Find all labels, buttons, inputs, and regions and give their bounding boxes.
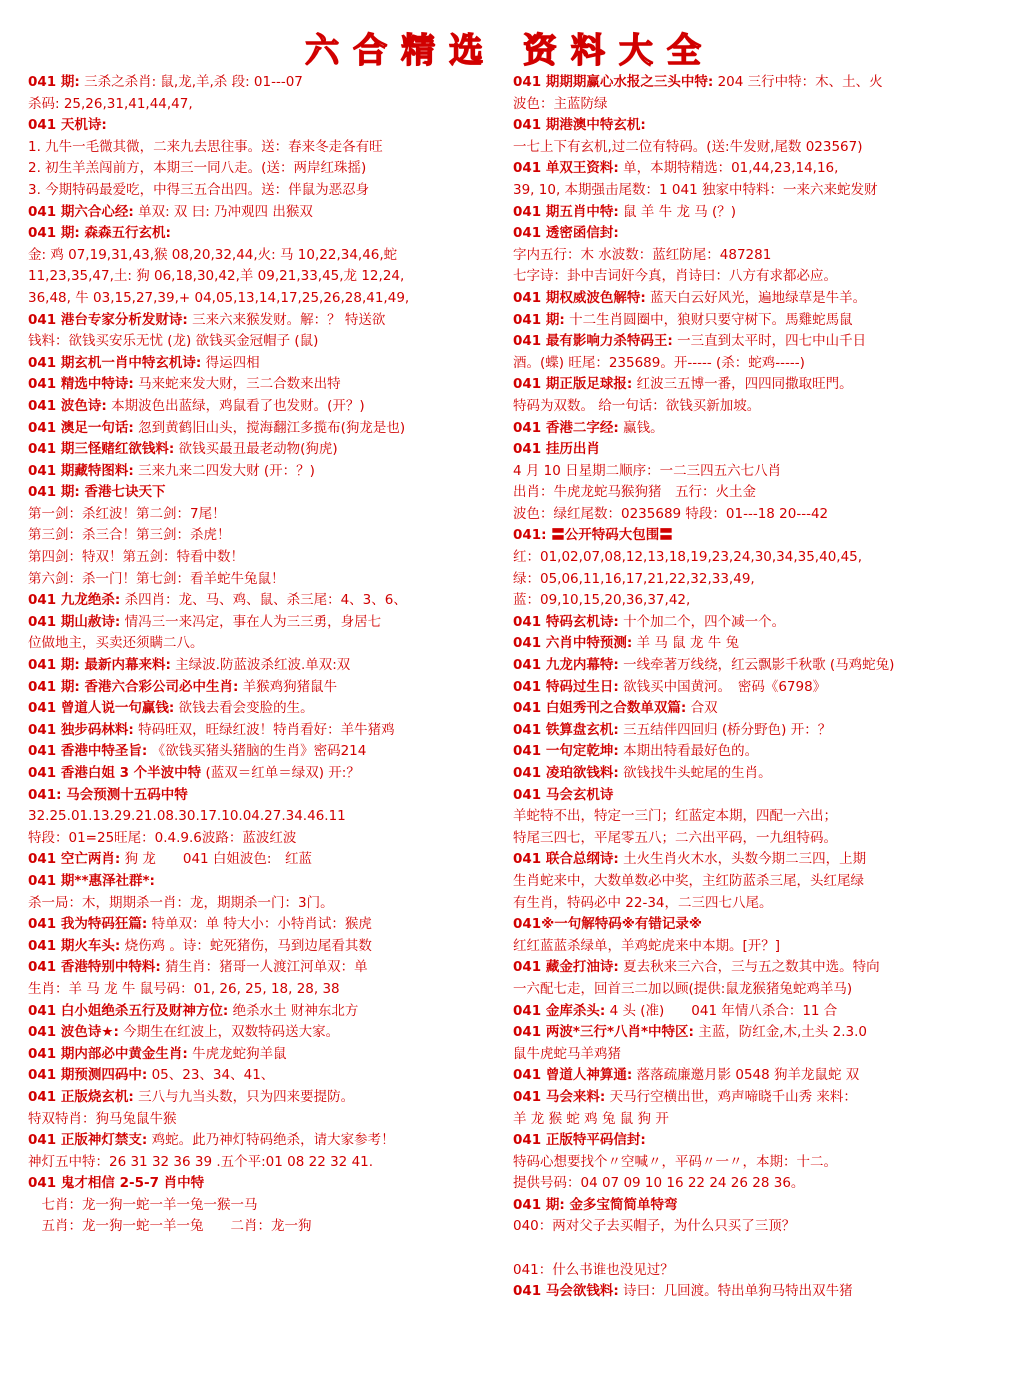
left-line: [28, 1065, 503, 1087]
entry-text: 第一剑：杀红波！第二剑：7尾！: [28, 505, 226, 522]
entry-text: 落落疏廉邀月影 0548 狗羊龙鼠蛇 双: [632, 1067, 860, 1084]
entry-text: 忽到黄鹤旧山头，搅海翻江多揽布(狗龙是也): [133, 419, 406, 436]
right-line: [513, 806, 993, 828]
entry-heading: 041 我为特码狂篇:: [28, 916, 148, 933]
entry-text: 1. 九牛一毛微其微，二来九去思往事。送：春来冬走各有旺: [28, 138, 383, 155]
entry-text: 五肖：龙一狗一蛇一羊一兔 二肖：龙一狗: [28, 1218, 312, 1235]
right-line: [513, 633, 993, 655]
left-line: [28, 1130, 503, 1152]
entry-text: 一三直到太平时，四七中山千日: [672, 333, 867, 350]
right-line: [513, 1173, 993, 1195]
right-line: [513, 266, 993, 288]
entry-heading: 041 期权威波色解特:: [513, 289, 646, 306]
entry-heading: 041 铁算盘玄机:: [513, 721, 619, 738]
entry-heading: 041※一句解特码※有错记录※: [513, 916, 703, 933]
entry-text: 烧伤鸡 。诗：蛇死猪伤，马到边尾看其数: [120, 937, 372, 954]
left-line: [28, 849, 503, 871]
entry-text: 蓝：09,10,15,20,36,37,42,: [513, 592, 691, 609]
entry-text: 主蓝，防红金,木,土头 2.3.0: [693, 1024, 867, 1041]
entry-text: 041：什么书谁也没见过？: [513, 1261, 674, 1278]
entry-heading: 041 期玄机一肖中特玄机诗:: [28, 354, 202, 371]
right-line: [513, 115, 993, 137]
left-line: [28, 1173, 503, 1195]
right-line: [513, 1022, 993, 1044]
entry-text: 猜生肖：猪哥一人渡江河单双：单: [160, 959, 368, 976]
right-column: [513, 72, 993, 1303]
left-line: [28, 914, 503, 936]
entry-text: 红波三五博一番，四四同撒取旺門。: [632, 376, 853, 393]
left-line: [28, 590, 503, 612]
left-line: [28, 1044, 503, 1066]
left-line: [28, 871, 503, 893]
left-line: [28, 396, 503, 418]
right-line: [513, 202, 993, 224]
entry-heading: 041 马会欲钱料:: [513, 1283, 619, 1300]
entry-heading: 041 藏金打油诗:: [513, 959, 619, 976]
entry-text: 第三剑：杀三合！第三剑：杀虎！: [28, 527, 231, 544]
entry-heading: 041 独步码林料:: [28, 721, 134, 738]
entry-text: 合双: [686, 700, 718, 717]
entry-heading: 041 马会来料:: [513, 1088, 606, 1105]
entry-heading: 041 九龙内幕特:: [513, 657, 619, 674]
entry-heading: 041 联合总纲诗:: [513, 851, 619, 868]
entry-text: 羊蛇特不出，特定一三门；红蓝定本期，四配一六出；: [513, 808, 837, 825]
left-line: [28, 158, 503, 180]
entry-text: 位做地主，买卖还须瞒二八。: [28, 635, 204, 652]
entry-text: 欲钱买中国黄河。 密码《6798》: [618, 678, 827, 695]
left-line: [28, 1152, 503, 1174]
right-line: [513, 1281, 993, 1303]
left-line: [28, 785, 503, 807]
entry-text: 特单双：单 特大小：小特肖试：猴虎: [147, 916, 372, 933]
entry-text: 羊 马 鼠 龙 牛 兔: [632, 635, 740, 652]
entry-heading: 041 波色诗★:: [28, 1024, 119, 1041]
entry-text: 欲钱找牛头蛇尾的生肖。: [618, 765, 772, 781]
entry-heading: 041: 〓公开特码大包围〓: [513, 527, 673, 544]
entry-text: 马来蛇来发大财，三二合数来出特: [133, 376, 341, 393]
right-line: [513, 1260, 993, 1282]
left-line: [28, 612, 503, 634]
right-line: [513, 741, 993, 763]
left-line: [28, 137, 503, 159]
entry-text: 主绿波.防蓝波杀红波.单双:双: [170, 657, 351, 674]
entry-heading: 041 精选中特诗:: [28, 376, 134, 393]
right-line: [513, 677, 993, 699]
entry-heading: 041 波色诗:: [28, 397, 107, 414]
left-line: [28, 957, 503, 979]
entry-text: 鼠 羊 牛 龙 马 (？): [618, 203, 737, 220]
entry-heading: 041 马会玄机诗: [513, 786, 614, 803]
entry-heading: 041 期期期赢心水报之三头中特:: [513, 74, 714, 90]
right-line: [513, 374, 993, 396]
left-line: [28, 828, 503, 850]
entry-heading: 041 期:: [513, 311, 565, 328]
entry-heading: 041 一句定乾坤:: [513, 743, 619, 760]
entry-heading: 041 六肖中特预测:: [513, 635, 633, 652]
right-line: [513, 914, 993, 936]
right-line: [513, 1109, 993, 1131]
right-line: [513, 72, 993, 94]
entry-text: 三杀之杀肖: 鼠,龙,羊,杀 段: 01---07: [79, 74, 303, 90]
right-line: [513, 893, 993, 915]
left-line: [28, 720, 503, 742]
left-line: [28, 504, 503, 526]
entry-heading: 041 期: 金多宝简简单特弯: [513, 1196, 678, 1213]
left-line: [28, 266, 503, 288]
right-line: [513, 871, 993, 893]
entry-heading: 041 期**惠泽社群*:: [28, 872, 155, 889]
entry-heading: 041 澳足一句话:: [28, 419, 134, 436]
left-line: [28, 94, 503, 116]
left-line: [28, 331, 503, 353]
entry-heading: 041: 马会预测十五码中特: [28, 786, 188, 803]
right-line: [513, 504, 993, 526]
entry-heading: 041 曾道人说一句赢钱:: [28, 700, 175, 717]
entry-text: 《欲钱买猪头猪脑的生肖》密码214: [147, 743, 367, 760]
entry-text: 11,23,35,47,土: 狗 06,18,30,42,羊 09,21,33,45,龙 12,24,: [28, 268, 405, 285]
entry-heading: 041 凌珀欲钱料:: [513, 765, 619, 781]
entry-text: 七字诗：卦中吉词奸今真，肖诗曰：八方有求都必应。: [513, 268, 837, 285]
right-line: [513, 828, 993, 850]
entry-text: 本期出特看最好色的。: [618, 743, 759, 760]
entry-text: 七肖：龙一狗一蛇一羊一兔一猴一马: [28, 1196, 258, 1213]
entry-heading: 041 期: 最新内幕来料:: [28, 657, 171, 674]
entry-text: 三来九来二四发大财 (开：？): [133, 462, 315, 479]
entry-heading: 041 期港澳中特玄机:: [513, 117, 646, 134]
left-line: [28, 525, 503, 547]
left-line: [28, 633, 503, 655]
entry-heading: 041 香港白姐 3 个半波中特: [28, 765, 202, 781]
entry-text: 三五结伴四回归 (桥分野色) 开：？: [618, 721, 832, 738]
right-line: [513, 720, 993, 742]
entry-text: 040：两对父子去买帽子，为什么只买了三顶？: [513, 1218, 796, 1235]
entry-heading: 041 期山赦诗:: [28, 613, 121, 630]
entry-text: 一六配七走，回首三二加以顾(提供:鼠龙猴猪兔蛇鸡羊马): [513, 980, 853, 997]
left-line: [28, 245, 503, 267]
entry-text: 本期波色出蓝绿，鸡鼠看了也发财。(开？): [106, 397, 365, 414]
entry-heading: 041 香港中特圣旨:: [28, 743, 148, 760]
right-line: [513, 353, 993, 375]
entry-text: 红红蓝蓝杀绿单，羊鸡蛇虎来中本期。[开？]: [513, 937, 781, 954]
left-line: [28, 547, 503, 569]
entry-text: 字内五行：木 水波数：蓝红防尾：487281: [513, 246, 772, 263]
right-line: [513, 137, 993, 159]
left-line: [28, 72, 503, 94]
entry-heading: 041 期六合心经:: [28, 203, 134, 220]
right-line: [513, 1238, 993, 1260]
left-line: [28, 763, 503, 785]
entry-heading: 041 期: 香港七诀天下: [28, 484, 166, 501]
entry-text: 生肖：羊 马 龙 牛 鼠号码：01, 26, 25, 18, 28, 38: [28, 980, 340, 997]
entry-text: 4 头 (准) 041 年情八杀合：11 合: [605, 1002, 838, 1019]
left-line: [28, 180, 503, 202]
entry-text: 杀一局：木，期期杀一肖：龙，期期杀一门：3门。: [28, 894, 334, 911]
left-line: [28, 806, 503, 828]
left-line: [28, 374, 503, 396]
right-line: [513, 439, 993, 461]
entry-text: 三八与九当头数，只为四来要提防。: [133, 1088, 355, 1105]
right-line: [513, 1130, 993, 1152]
entry-text: 绝杀水土 财神东北方: [228, 1002, 359, 1019]
entry-heading: 041 香港二字经:: [513, 419, 619, 436]
right-line: [513, 158, 993, 180]
right-line: [513, 1065, 993, 1087]
left-line: [28, 1001, 503, 1023]
right-line: [513, 1087, 993, 1109]
entry-text: 32.25.01.13.29.21.08.30.17.10.04.27.34.46.11: [28, 808, 346, 825]
entry-text: 夏去秋来三六合，三与五之数其中选。特向: [618, 959, 880, 976]
right-line: [513, 612, 993, 634]
left-line: [28, 893, 503, 915]
entry-text: 蓝天白云好风光，遍地绿草是牛羊。: [645, 289, 867, 306]
entry-text: 欲钱去看会变脸的生。: [174, 700, 314, 717]
entry-text: 39, 10, 本期强击尾数：1 041 独家中特料：一来六来蛇发财: [513, 181, 878, 198]
left-line: [28, 741, 503, 763]
right-line: [513, 590, 993, 612]
right-line: [513, 785, 993, 807]
entry-heading: 041 期三怪赌红欲钱料:: [28, 441, 175, 458]
right-line: [513, 310, 993, 332]
right-line: [513, 482, 993, 504]
entry-text: 金: 鸡 07,19,31,43,猴 08,20,32,44,火: 马 10,22,34,46,蛇: [28, 246, 398, 263]
entry-heading: 041 正版神灯禁支:: [28, 1132, 148, 1149]
left-line: [28, 1109, 503, 1131]
entry-text: 今期生在红波上，双数特码送大家。: [118, 1024, 340, 1041]
entry-text: 特段：01=25旺尾：0.4.9.6波路：蓝波红波: [28, 829, 297, 846]
left-line: [28, 1216, 503, 1238]
entry-heading: 041 曾道人神算通:: [513, 1067, 633, 1084]
left-line: [28, 310, 503, 332]
entry-text: 狗 龙 041 白姐波色: 红蓝: [120, 851, 312, 868]
right-line: [513, 1044, 993, 1066]
right-line: [513, 461, 993, 483]
entry-heading: 041 挂历出肖: [513, 441, 600, 458]
left-line: [28, 202, 503, 224]
left-line: [28, 936, 503, 958]
entry-text: 三来六来猴发财。解：？ 特送欲: [187, 311, 386, 328]
entry-heading: 041 正版特平码信封:: [513, 1132, 646, 1149]
entry-text: 出肖：牛虎龙蛇马猴狗猪 五行：火土金: [513, 484, 756, 501]
entry-text: 钱料：欲钱买安乐无忧 (龙) 欲钱买金冠帽子 (鼠): [28, 333, 319, 350]
entry-text: 单，本期特精选：01,44,23,14,16,: [618, 160, 839, 177]
entry-text: 特码旺双，旺绿红波！特肖看好：羊牛猪鸡: [133, 721, 395, 738]
left-line: [28, 1022, 503, 1044]
entry-text: 4 月 10 日星期二顺序：一二三四五六七八肖: [513, 462, 782, 479]
right-line: [513, 288, 993, 310]
right-line: [513, 979, 993, 1001]
entry-text: 第四剑：特双！第五剑：特看中数！: [28, 549, 244, 566]
entry-heading: 041 港台专家分析发财诗:: [28, 311, 188, 328]
entry-heading: 041 期五肖中特:: [513, 203, 619, 220]
entry-text: 05、23、34、41、: [147, 1067, 275, 1084]
right-line: [513, 698, 993, 720]
entry-text: 红：01,02,07,08,12,13,18,19,23,24,30,34,35,40,45,: [513, 549, 863, 566]
entry-text: 土火生肖火木水，头数今期二三四，上期: [618, 851, 867, 868]
right-line: [513, 1001, 993, 1023]
right-line: [513, 418, 993, 440]
entry-text: 3. 今期特码最爱吃，中得三五合出四。送：伴鼠为恶忍身: [28, 181, 370, 198]
entry-text: 杀四肖：龙、马、鸡、鼠、杀三尾：4、3、6、: [120, 592, 407, 609]
entry-heading: 041 透密函信封:: [513, 225, 619, 242]
right-line: [513, 1152, 993, 1174]
entry-text: 提供号码：04 07 09 10 16 22 24 26 28 36。: [513, 1175, 805, 1192]
left-line: [28, 439, 503, 461]
entry-heading: 041 两波*三行*八肖*中特区:: [513, 1024, 694, 1041]
entry-text: 得运四相: [201, 354, 260, 371]
entry-text: 神灯五中特：26 31 32 36 39 .五个平:01 08 22 32 41.: [28, 1153, 374, 1170]
entry-text: 欲钱买最丑最老动物(狗虎): [174, 441, 338, 458]
left-line: [28, 979, 503, 1001]
left-line: [28, 353, 503, 375]
right-line: [513, 1195, 993, 1217]
entry-text: 十个加二个，四个减一个。: [618, 613, 786, 630]
entry-text: 波色：绿红尾数：0235689 特段：01---18 20---42: [513, 505, 829, 522]
entry-text: (蓝双＝红单＝绿双) 开:？: [201, 765, 360, 781]
right-line: [513, 396, 993, 418]
entry-heading: 041 期: 森森五行玄机:: [28, 225, 171, 242]
left-line: [28, 1087, 503, 1109]
entry-heading: 041 天机诗:: [28, 117, 107, 134]
left-line: [28, 698, 503, 720]
entry-text: 赢钱。: [618, 419, 664, 436]
entry-heading: 041 空亡两肖:: [28, 851, 121, 868]
entry-heading: 041 香港特别中特料:: [28, 959, 161, 976]
entry-heading: 041 期: 香港六合彩公司必中生肖:: [28, 678, 239, 695]
right-line: [513, 180, 993, 202]
entry-text: 一七上下有玄机,过二位有特码。(送:牛发财,尾数 023567): [513, 138, 863, 155]
entry-text: 特码心想要找个〃空喊〃，平码〃一〃，本期：十二。: [513, 1153, 837, 1170]
entry-text: 单双: 双 曰: 乃冲观四 出猴双: [133, 203, 313, 220]
entry-heading: 041 九龙绝杀:: [28, 592, 121, 609]
left-line: [28, 418, 503, 440]
right-line: [513, 655, 993, 677]
right-line: [513, 569, 993, 591]
entry-text: 一线牵著万线绕，红云飘影千秋歌 (马鸡蛇兔): [618, 657, 895, 674]
left-line: [28, 115, 503, 137]
entry-text: 特双特肖：狗马兔鼠牛猴: [28, 1110, 177, 1127]
entry-heading: 041 最有影响力杀特码王:: [513, 333, 673, 350]
right-line: [513, 1216, 993, 1238]
entry-heading: 041 期内部必中黄金生肖:: [28, 1045, 188, 1062]
entry-text: 特尾三四七，平尾零五八；二六出平码，一九组特码。: [513, 829, 837, 846]
entry-text: 酒。(蝶) 旺尾：235689。开----- (杀：蛇鸡-----): [513, 354, 805, 371]
left-line: [28, 677, 503, 699]
entry-heading: 041 单双王资料:: [513, 160, 619, 177]
entry-heading: 041 正版烧玄机:: [28, 1088, 134, 1105]
entry-heading: 041 特码玄机诗:: [513, 613, 619, 630]
entry-text: 204 三行中特：木、土、火: [713, 74, 883, 90]
entry-text: 十二生肖圆圈中，狼财只要守树下。馬雞蛇馬鼠: [564, 311, 853, 328]
entry-text: 有生肖，特码必中 22-34，二三四七八尾。: [513, 894, 773, 911]
entry-text: 生肖蛇来中，大数单数必中奖，主红防蓝杀三尾，头红尾绿: [513, 872, 864, 889]
right-line: [513, 547, 993, 569]
entry-text: 鼠牛虎蛇马羊鸡猪: [513, 1045, 621, 1062]
entry-text: 鸡蛇。此乃神灯特码绝杀，请大家参考！: [147, 1132, 395, 1149]
entry-text: 2. 初生羊羔闯前方，本期三一同八走。(送：两岸红珠摇): [28, 160, 367, 177]
entry-text: 羊 龙 猴 蛇 鸡 兔 鼠 狗 开: [513, 1110, 669, 1127]
entry-heading: 041 期预测四码中:: [28, 1067, 148, 1084]
entry-text: 情冯三一来冯定，事在人为三三勇，身居七: [120, 613, 382, 630]
right-line: [513, 763, 993, 785]
left-line: [28, 1195, 503, 1217]
left-line: [28, 482, 503, 504]
entry-text: 诗曰：几回渡。特出单狗马特出双牛猪: [618, 1283, 853, 1300]
left-column: [28, 72, 503, 1238]
right-line: [513, 331, 993, 353]
entry-heading: 041 鬼才相信 2-5-7 肖中特: [28, 1175, 205, 1192]
entry-heading: 041 特码过生日:: [513, 678, 619, 695]
entry-text: 天马行空横出世，鸡声啼晓千山秀 来料：: [605, 1088, 857, 1105]
right-line: [513, 223, 993, 245]
entry-heading: 041 期正版足球报:: [513, 376, 633, 393]
entry-text: 羊猴鸡狗猪鼠牛: [238, 678, 338, 695]
entry-text: 波色：主蓝防绿: [513, 95, 608, 112]
entry-heading: 041 期火车头:: [28, 937, 121, 954]
entry-text: 36,48, 牛 03,15,27,39,+ 04,05,13,14,17,25,26,28,41,49,: [28, 289, 410, 306]
entry-text: 杀码: 25,26,31,41,44,47,: [28, 95, 193, 112]
left-line: [28, 569, 503, 591]
entry-text: 绿：05,06,11,16,17,21,22,32,33,49,: [513, 570, 755, 587]
entry-text: 牛虎龙蛇狗羊鼠: [187, 1045, 287, 1062]
entry-heading: 041 期:: [28, 74, 80, 90]
left-line: [28, 655, 503, 677]
entry-heading: 041 金库杀头:: [513, 1002, 606, 1019]
left-line: [28, 223, 503, 245]
entry-text: 第六剑：杀一门！第七剑：看羊蛇牛兔鼠！: [28, 570, 285, 587]
entry-heading: 041 白小姐绝杀五行及财神方位:: [28, 1002, 229, 1019]
entry-heading: 041 白姐秀刊之合数单双篇:: [513, 700, 687, 717]
left-line: [28, 288, 503, 310]
entry-heading: 041 期藏特图料:: [28, 462, 134, 479]
right-line: [513, 936, 993, 958]
page-title: 六合精选 资料大全: [305, 30, 715, 71]
right-line: [513, 94, 993, 116]
entry-text: 特码为双数。 给一句话：欲钱买新加坡。: [513, 397, 761, 414]
right-line: [513, 245, 993, 267]
right-line: [513, 849, 993, 871]
right-line: [513, 957, 993, 979]
left-line: [28, 461, 503, 483]
right-line: [513, 525, 993, 547]
